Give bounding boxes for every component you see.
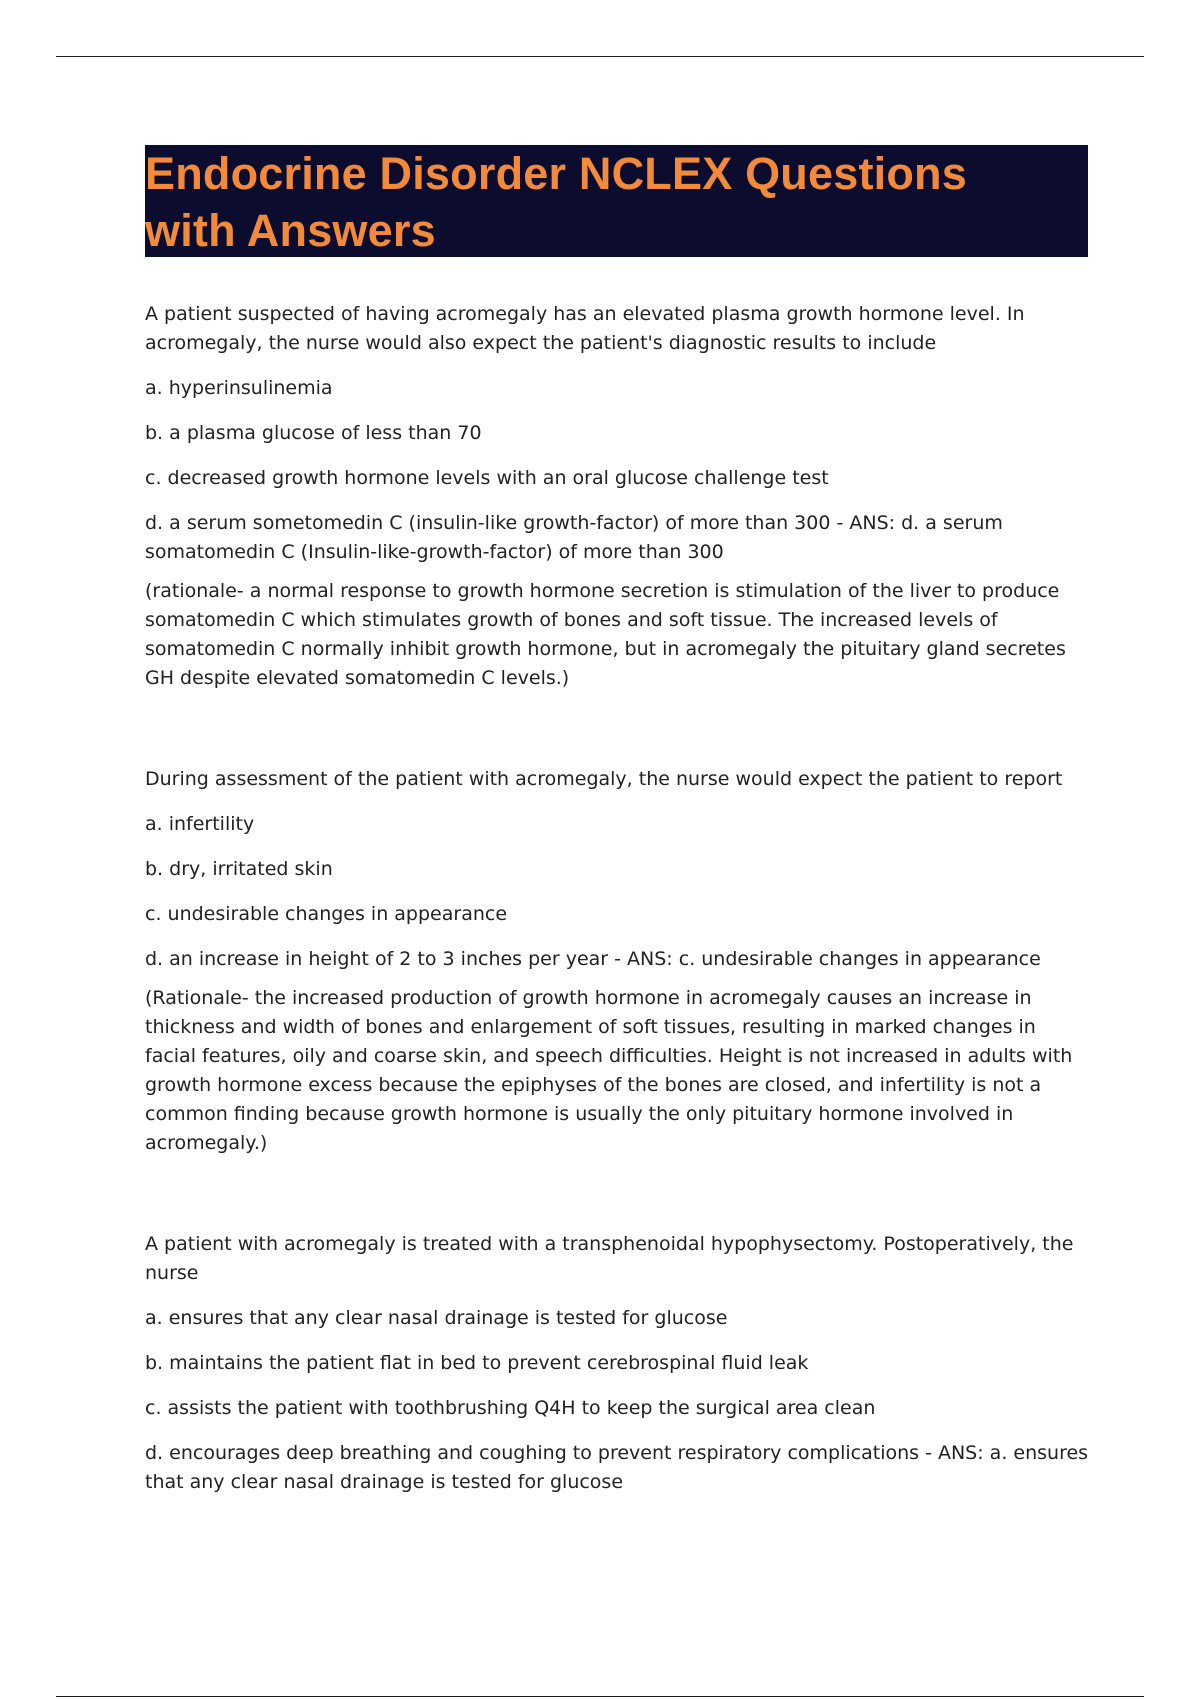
option-a-answer: a. ensures that any clear nasal drainage is tested for glucose	[145, 1307, 728, 1329]
option-c: c. decreased growth hormone levels with an oral glucose challenge test	[145, 467, 829, 489]
document-title	[145, 145, 1088, 259]
title-banner	[145, 145, 1088, 257]
question-stem: A patient suspected of having acromegaly has an elevated plasma growth hormone level. In acromegaly, the nurse would also expect the patient's diagnostic results to include	[145, 303, 1025, 354]
option-c: c. undesirable changes in appearance	[145, 903, 508, 925]
question-1	[145, 300, 1090, 693]
question-stem: A patient with acromegaly is treated with a transphenoidal hypophysectomy. Postoperatively, the nurse	[145, 1233, 1074, 1284]
option-b: b. a plasma glucose of less than 70	[145, 422, 482, 444]
option-c: c. assists the patient with toothbrushing Q4H to keep the surgical area clean	[145, 1397, 876, 1419]
title-line-1: Endocrine Disorder NCLEX Questions	[145, 148, 967, 199]
document-body	[145, 300, 1090, 1513]
footer-rule	[56, 1696, 1144, 1697]
option-d-answer: d. a serum sometomedin C (insulin-like growth-factor) of more than 300 - ANS: d. a serum somatomedin C (Insulin-like-growth-factor) of more than 300	[145, 512, 1003, 563]
question-3	[145, 1230, 1090, 1497]
option-d-answer: d. an increase in height of 2 to 3 inches per year - ANS: c. undesirable changes in appearance	[145, 948, 1041, 970]
option-a: a. infertility	[145, 813, 255, 835]
title-line-2: with Answers	[145, 205, 436, 256]
header-rule	[56, 56, 1144, 57]
rationale: (rationale- a normal response to growth hormone secretion is stimulation of the liver to produce somatomedin C which stimulates growth of bones and soft tissue. The increased levels of somatomedin C normally inhibit growth hormone, but in acromegaly the pituitary gland secretes GH despite elevated somatomedin C levels.)	[145, 580, 1066, 689]
rationale: (Rationale- the increased production of growth hormone in acromegaly causes an increase in thickness and width of bones and enlargement of soft tissues, resulting in marked changes in facial features, oily and coarse skin, and speech difficulties. Height is not increased in adults with growth hormone excess because the epiphyses of the bones are closed, and infertility is not a common finding because growth hormone is usually the only pituitary hormone involved in acromegaly.)	[145, 987, 1073, 1154]
question-stem: During assessment of the patient with acromegaly, the nurse would expect the patient to report	[145, 768, 1063, 790]
option-a: a. hyperinsulinemia	[145, 377, 333, 399]
option-b: b. dry, irritated skin	[145, 858, 333, 880]
option-b: b. maintains the patient flat in bed to prevent cerebrospinal fluid leak	[145, 1352, 809, 1374]
option-d: d. encourages deep breathing and coughing to prevent respiratory complications - ANS: a. ensures that any clear nasal drainage is tested for glucose	[145, 1442, 1089, 1493]
question-2	[145, 765, 1090, 1158]
